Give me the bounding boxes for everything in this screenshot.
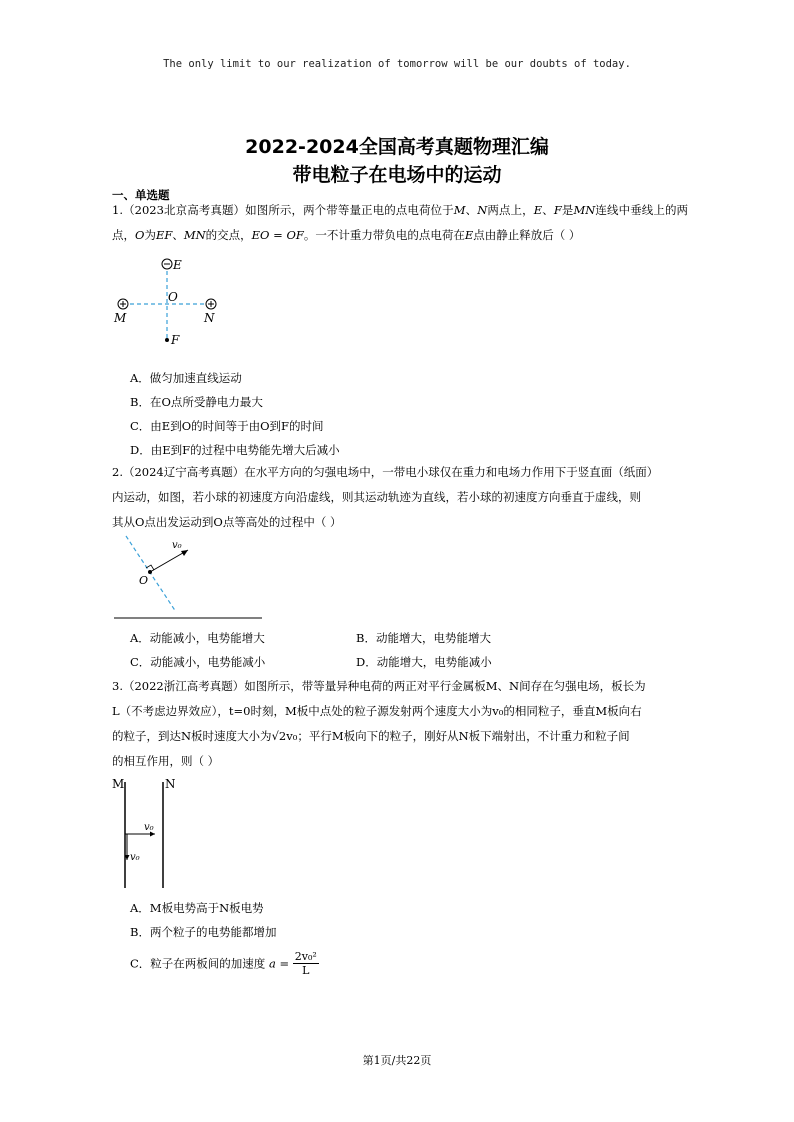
section-label: 一、单选题 (112, 188, 170, 202)
q1-text: 、 (542, 203, 554, 217)
q2-option-b: B．动能增大，电势能增大 (356, 631, 491, 645)
q3-option-c-fraction (293, 950, 319, 977)
q3-text: 如图所示，带等量异种电荷的两正对平行金属板M、N间存在匀强电场，板长为 (244, 679, 646, 693)
q1-text: 、 (465, 203, 478, 217)
q1-text: 为 (144, 228, 156, 242)
q1-label-m: M (114, 311, 127, 325)
q3-option-b: B．两个粒子的电势能都增加 (130, 925, 277, 939)
q1-var: MN (183, 228, 206, 242)
q1-var: N (477, 203, 488, 217)
page-subtitle: 带电粒子在电场中的运动 (292, 164, 502, 186)
q1-text: 的交点， (205, 228, 252, 242)
q3-sqrt: √2v₀ (271, 729, 298, 743)
q1-text: 连线中垂线上的两点， (112, 203, 689, 242)
q2-v0-arrow (150, 550, 188, 572)
q3-option-c-lhs: a = (268, 956, 290, 971)
q3-label-v0-down: v₀ (130, 852, 140, 863)
q1-var: OF (286, 228, 304, 242)
q2-figure (110, 534, 270, 624)
q3-label-m: M (112, 777, 125, 791)
q1-option-a: A．做匀加速直线运动 (130, 371, 242, 385)
q3-text: L（不考虑边界效应），t=0时刻，M板中点处的粒子源发射两个速度大小为v₀的相同粒子，垂直M板向右 (112, 704, 642, 718)
header-quote: The only limit to our realization of tomorrow will be our doubts of today. (163, 58, 631, 70)
q2-number: 2. (112, 465, 123, 479)
q3-fraction-denominator: L (302, 964, 310, 977)
q3-number: 3. (112, 679, 123, 693)
q3-text: 的相互作用，则（ ） (112, 754, 220, 768)
q1-option-b: B．在O点所受静电力最大 (130, 395, 263, 409)
q1-text: 如图所示，两个带等量正电的点电荷位于 (245, 203, 454, 217)
q3-source: （2022浙江高考真题） (122, 679, 245, 693)
q1-option-c: C．由E到O的时间等于由O到F的时间 (130, 419, 324, 433)
q3-figure (110, 776, 190, 892)
q1-var: EO (251, 228, 270, 242)
q3-option-c (130, 950, 319, 977)
q1-var: E (464, 228, 474, 242)
q1-var: MN (573, 203, 596, 217)
question-1 (112, 198, 688, 248)
q1-var: EF (155, 228, 173, 242)
q2-option-c: C．动能减小，电势能减小 (130, 655, 266, 669)
q2-text: 内运动，如图，若小球的初速度方向沿虚线，则其运动轨迹为直线，若小球的初速度方向垂直于虚线，则 (112, 490, 641, 504)
q1-label-o: O (168, 290, 178, 304)
q2-point-o-icon (148, 570, 152, 574)
q1-label-e: E (173, 258, 182, 272)
q1-label-f: F (171, 333, 180, 347)
q2-option-d: D．动能增大，电势能减小 (356, 655, 492, 669)
page-footer: 第1页/共22页 (362, 1054, 432, 1067)
q2-right-angle-icon (146, 565, 154, 570)
q2-text: 在水平方向的匀强电场中，一带电小球仅在重力和电场力作用下于竖直面（纸面） (244, 465, 659, 479)
q1-text: 是 (561, 203, 574, 217)
q1-label-n: N (204, 311, 215, 325)
q1-figure (110, 252, 230, 352)
q2-label-o: O (139, 574, 149, 587)
q3-option-a: A．M板电势高于N板电势 (130, 901, 264, 915)
q2-text: 其从O点出发运动到O点等高处的过程中（ ） (112, 515, 342, 529)
q3-option-c-text: C．粒子在两板间的加速度 (130, 956, 266, 971)
question-3 (112, 674, 688, 774)
q1-text: 、 (172, 228, 184, 242)
q1-var: E (533, 203, 543, 217)
q2-label-v0: v₀ (172, 540, 182, 551)
q1-text: = (269, 228, 287, 242)
q1-var: O (135, 228, 145, 242)
question-2 (112, 460, 688, 535)
q2-source: （2024辽宁高考真题） (122, 465, 245, 479)
q1-text: 。一不计重力带负电的点电荷在 (303, 228, 465, 242)
q3-fraction-numerator: 2v₀² (294, 950, 317, 963)
q1-option-d: D．由E到F的过程中电势能先增大后减小 (130, 443, 340, 457)
q3-label-v0-right: v₀ (144, 822, 154, 833)
q1-var: M (453, 203, 466, 217)
q1-source: （2023北京高考真题） (122, 203, 246, 217)
q3-text: ；平行M板向下的粒子，刚好从N板下端射出，不计重力和粒子间 (297, 729, 630, 743)
q1-text: 点由静止释放后（ ） (473, 228, 581, 242)
q3-text: 的粒子，到达N板时速度大小为 (112, 729, 272, 743)
q1-text: 两点上， (487, 203, 534, 217)
q1-number: 1. (112, 203, 123, 217)
q2-dashed-line (126, 536, 176, 612)
q2-option-a: A．动能减小，电势能增大 (130, 631, 265, 645)
q1-point-f-icon (165, 338, 169, 342)
page-title: 2022-2024全国高考真题物理汇编 (245, 136, 549, 158)
q1-var: F (553, 203, 562, 217)
q3-label-n: N (165, 777, 176, 791)
